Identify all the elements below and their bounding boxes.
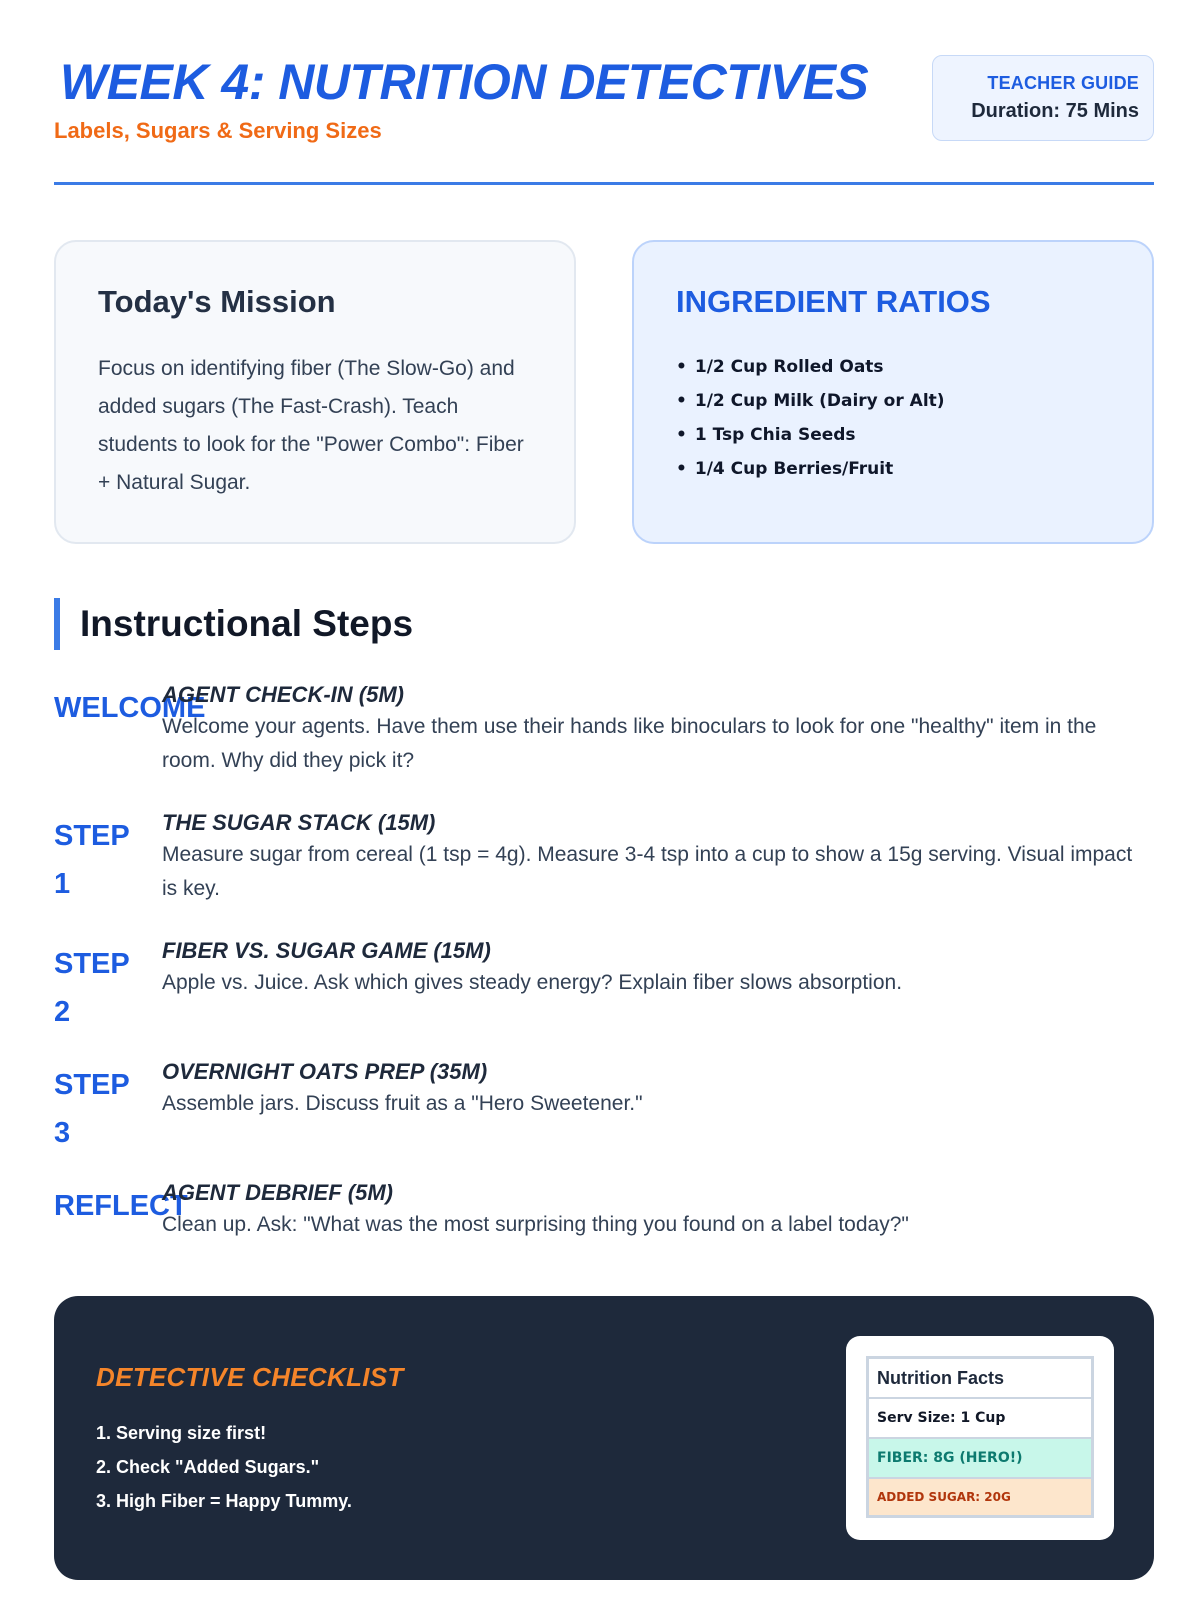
page-header — [54, 52, 1154, 182]
page-title: WEEK 4: NUTRITION DETECTIVES — [60, 54, 869, 110]
ratio-item: • 1/2 Cup Rolled Oats — [676, 350, 1110, 384]
header-divider — [54, 182, 1154, 185]
step-title: AGENT CHECK-IN (5M) — [162, 682, 404, 707]
checklist-items — [96, 1416, 352, 1518]
ratios-heading: INGREDIENT RATIOS — [676, 284, 991, 319]
ratio-item: • 1/4 Cup Berries/Fruit — [676, 452, 1110, 486]
added-sugar-row: ADDED SUGAR: 20G — [869, 1479, 1091, 1515]
duration-label: Duration: 75 Mins — [971, 100, 1139, 122]
detective-checklist-panel — [54, 1296, 1154, 1580]
step-title: AGENT DEBRIEF (5M) — [162, 1180, 393, 1205]
step-title: FIBER VS. SUGAR GAME (15M) — [162, 938, 491, 963]
teacher-guide-label: TEACHER GUIDE — [987, 73, 1139, 93]
mission-card — [54, 240, 576, 544]
step-label: STEP 1 — [54, 820, 130, 900]
ratio-item: • 1/2 Cup Milk (Dairy or Alt) — [676, 384, 1110, 418]
nutrition-facts-heading: Nutrition Facts — [869, 1359, 1091, 1399]
fiber-row: FIBER: 8G (HERO!) — [869, 1439, 1091, 1479]
serving-size-row: Serv Size: 1 Cup — [869, 1399, 1091, 1439]
step-text: Measure sugar from cereal (1 tsp = 4g). Measure 3-4 tsp into a cup to show a 15g serving. Visual impact is key. — [162, 843, 1133, 900]
ratio-list — [676, 350, 1110, 486]
step-title: THE SUGAR STACK (15M) — [162, 810, 436, 835]
checklist-item: 1. Serving size first! — [96, 1423, 267, 1443]
mission-text: Focus on identifying fiber (The Slow-Go) and added sugars (The Fast-Crash). Teach students to look for the "Power Combo": Fiber + Natural Sugar. — [98, 357, 524, 494]
step-label: STEP 2 — [54, 948, 130, 1028]
step-text: Welcome your agents. Have them use their hands like binoculars to look for one "healthy" item in the room. Why did they pick it? — [162, 715, 1097, 772]
checklist-title: DETECTIVE CHECKLIST — [96, 1362, 404, 1392]
step-text: Clean up. Ask: "What was the most surprising thing you found on a label today?" — [162, 1213, 909, 1236]
step-text: Assemble jars. Discuss fruit as a "Hero Sweetener." — [162, 1092, 643, 1115]
ratio-item: • 1 Tsp Chia Seeds — [676, 418, 1110, 452]
nutrition-facts-table — [866, 1356, 1094, 1518]
mission-heading: Today's Mission — [98, 284, 336, 319]
step-label: WELCOME — [54, 692, 206, 724]
steps-heading: Instructional Steps — [54, 598, 413, 650]
nutrition-facts-card — [846, 1336, 1114, 1540]
step-text: Apple vs. Juice. Ask which gives steady energy? Explain fiber slows absorption. — [162, 971, 903, 994]
step-label: REFLECT — [54, 1190, 188, 1222]
step-title: OVERNIGHT OATS PREP (35M) — [162, 1059, 488, 1084]
step-label: STEP 3 — [54, 1069, 130, 1149]
teacher-guide-badge — [932, 55, 1154, 141]
checklist-item: 3. High Fiber = Happy Tummy. — [96, 1491, 352, 1511]
page-subtitle: Labels, Sugars & Serving Sizes — [54, 118, 382, 143]
checklist-item: 2. Check "Added Sugars." — [96, 1457, 320, 1477]
ingredient-ratios-card — [632, 240, 1154, 544]
